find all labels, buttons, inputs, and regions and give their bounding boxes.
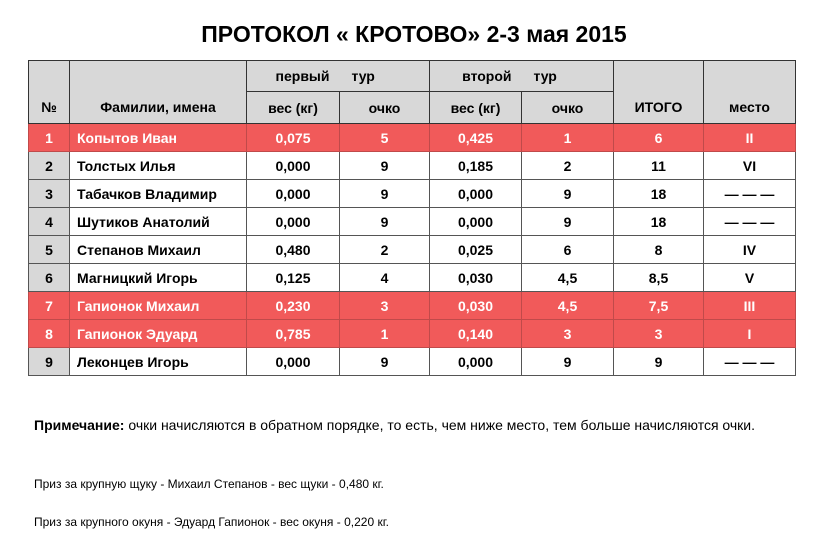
header-round2-label-b: тур <box>522 61 614 92</box>
results-table <box>28 60 796 376</box>
table-row <box>29 208 796 236</box>
header-total: ИТОГО <box>614 61 704 124</box>
participant-name: Гапионок Михаил <box>70 292 247 320</box>
header-round1-label-a: первый <box>247 61 340 92</box>
points-round1: 3 <box>340 292 430 320</box>
header-points-round1: очко <box>340 92 430 124</box>
place: — — — <box>704 348 796 376</box>
points-round1: 2 <box>340 236 430 264</box>
header-round2-label-a: второй <box>430 61 522 92</box>
points-round2: 4,5 <box>522 292 614 320</box>
header-weight-round2: вес (кг) <box>430 92 522 124</box>
points-round1: 9 <box>340 208 430 236</box>
points-round2: 6 <box>522 236 614 264</box>
row-num: 8 <box>29 320 70 348</box>
weight-round2: 0,425 <box>430 124 522 152</box>
points-round2: 3 <box>522 320 614 348</box>
participant-name: Магницкий Игорь <box>70 264 247 292</box>
row-num: 9 <box>29 348 70 376</box>
row-num: 5 <box>29 236 70 264</box>
header-num: № <box>29 61 70 124</box>
points-round2: 2 <box>522 152 614 180</box>
row-num: 2 <box>29 152 70 180</box>
note-text: очки начисляются в обратном порядке, то есть, чем ниже место, тем больше начисляются очки. <box>124 417 756 433</box>
header-round1-label-b: тур <box>340 61 430 92</box>
participant-name: Степанов Михаил <box>70 236 247 264</box>
prize-perch: Приз за крупного окуня - Эдуард Гапионок - вес окуня - 0,220 кг. <box>34 515 389 529</box>
total-points: 6 <box>614 124 704 152</box>
place: I <box>704 320 796 348</box>
weight-round2: 0,000 <box>430 348 522 376</box>
points-round2: 4,5 <box>522 264 614 292</box>
total-points: 18 <box>614 180 704 208</box>
row-num: 4 <box>29 208 70 236</box>
weight-round1: 0,480 <box>247 236 340 264</box>
weight-round1: 0,230 <box>247 292 340 320</box>
table-row <box>29 320 796 348</box>
table-row <box>29 264 796 292</box>
place: II <box>704 124 796 152</box>
header-place: место <box>704 61 796 124</box>
place: VI <box>704 152 796 180</box>
table-row <box>29 152 796 180</box>
weight-round1: 0,000 <box>247 152 340 180</box>
participant-name: Копытов Иван <box>70 124 247 152</box>
weight-round1: 0,125 <box>247 264 340 292</box>
row-num: 1 <box>29 124 70 152</box>
weight-round2: 0,185 <box>430 152 522 180</box>
points-round1: 4 <box>340 264 430 292</box>
header-points-round2: очко <box>522 92 614 124</box>
weight-round1: 0,000 <box>247 348 340 376</box>
place: III <box>704 292 796 320</box>
participant-name: Шутиков Анатолий <box>70 208 247 236</box>
weight-round2: 0,000 <box>430 208 522 236</box>
table-row <box>29 348 796 376</box>
weight-round2: 0,030 <box>430 292 522 320</box>
points-round2: 1 <box>522 124 614 152</box>
participant-name: Гапионок Эдуард <box>70 320 247 348</box>
total-points: 7,5 <box>614 292 704 320</box>
points-round1: 1 <box>340 320 430 348</box>
header-weight-round1: вес (кг) <box>247 92 340 124</box>
total-points: 3 <box>614 320 704 348</box>
points-round2: 9 <box>522 348 614 376</box>
weight-round2: 0,030 <box>430 264 522 292</box>
total-points: 18 <box>614 208 704 236</box>
weight-round1: 0,075 <box>247 124 340 152</box>
row-num: 3 <box>29 180 70 208</box>
place: — — — <box>704 208 796 236</box>
row-num: 6 <box>29 264 70 292</box>
results-body <box>29 124 796 376</box>
total-points: 11 <box>614 152 704 180</box>
points-round1: 9 <box>340 180 430 208</box>
page-title: ПРОТОКОЛ « КРОТОВО» 2-3 мая 2015 <box>201 21 627 47</box>
header-names: Фамилии, имена <box>70 61 247 124</box>
points-round1: 5 <box>340 124 430 152</box>
table-row <box>29 292 796 320</box>
points-round1: 9 <box>340 348 430 376</box>
weight-round1: 0,000 <box>247 180 340 208</box>
place: V <box>704 264 796 292</box>
weight-round1: 0,000 <box>247 208 340 236</box>
table-row <box>29 236 796 264</box>
points-round2: 9 <box>522 208 614 236</box>
points-round1: 9 <box>340 152 430 180</box>
points-round2: 9 <box>522 180 614 208</box>
total-points: 9 <box>614 348 704 376</box>
total-points: 8,5 <box>614 264 704 292</box>
table-row <box>29 180 796 208</box>
prize-pike: Приз за крупную щуку - Михаил Степанов - вес щуки - 0,480 кг. <box>34 477 384 491</box>
note-label: Примечание: <box>34 417 125 433</box>
weight-round2: 0,025 <box>430 236 522 264</box>
total-points: 8 <box>614 236 704 264</box>
participant-name: Табачков Владимир <box>70 180 247 208</box>
weight-round1: 0,785 <box>247 320 340 348</box>
note <box>34 416 794 435</box>
participant-name: Леконцев Игорь <box>70 348 247 376</box>
place: — — — <box>704 180 796 208</box>
weight-round2: 0,000 <box>430 180 522 208</box>
place: IV <box>704 236 796 264</box>
participant-name: Толстых Илья <box>70 152 247 180</box>
row-num: 7 <box>29 292 70 320</box>
table-row <box>29 124 796 152</box>
weight-round2: 0,140 <box>430 320 522 348</box>
